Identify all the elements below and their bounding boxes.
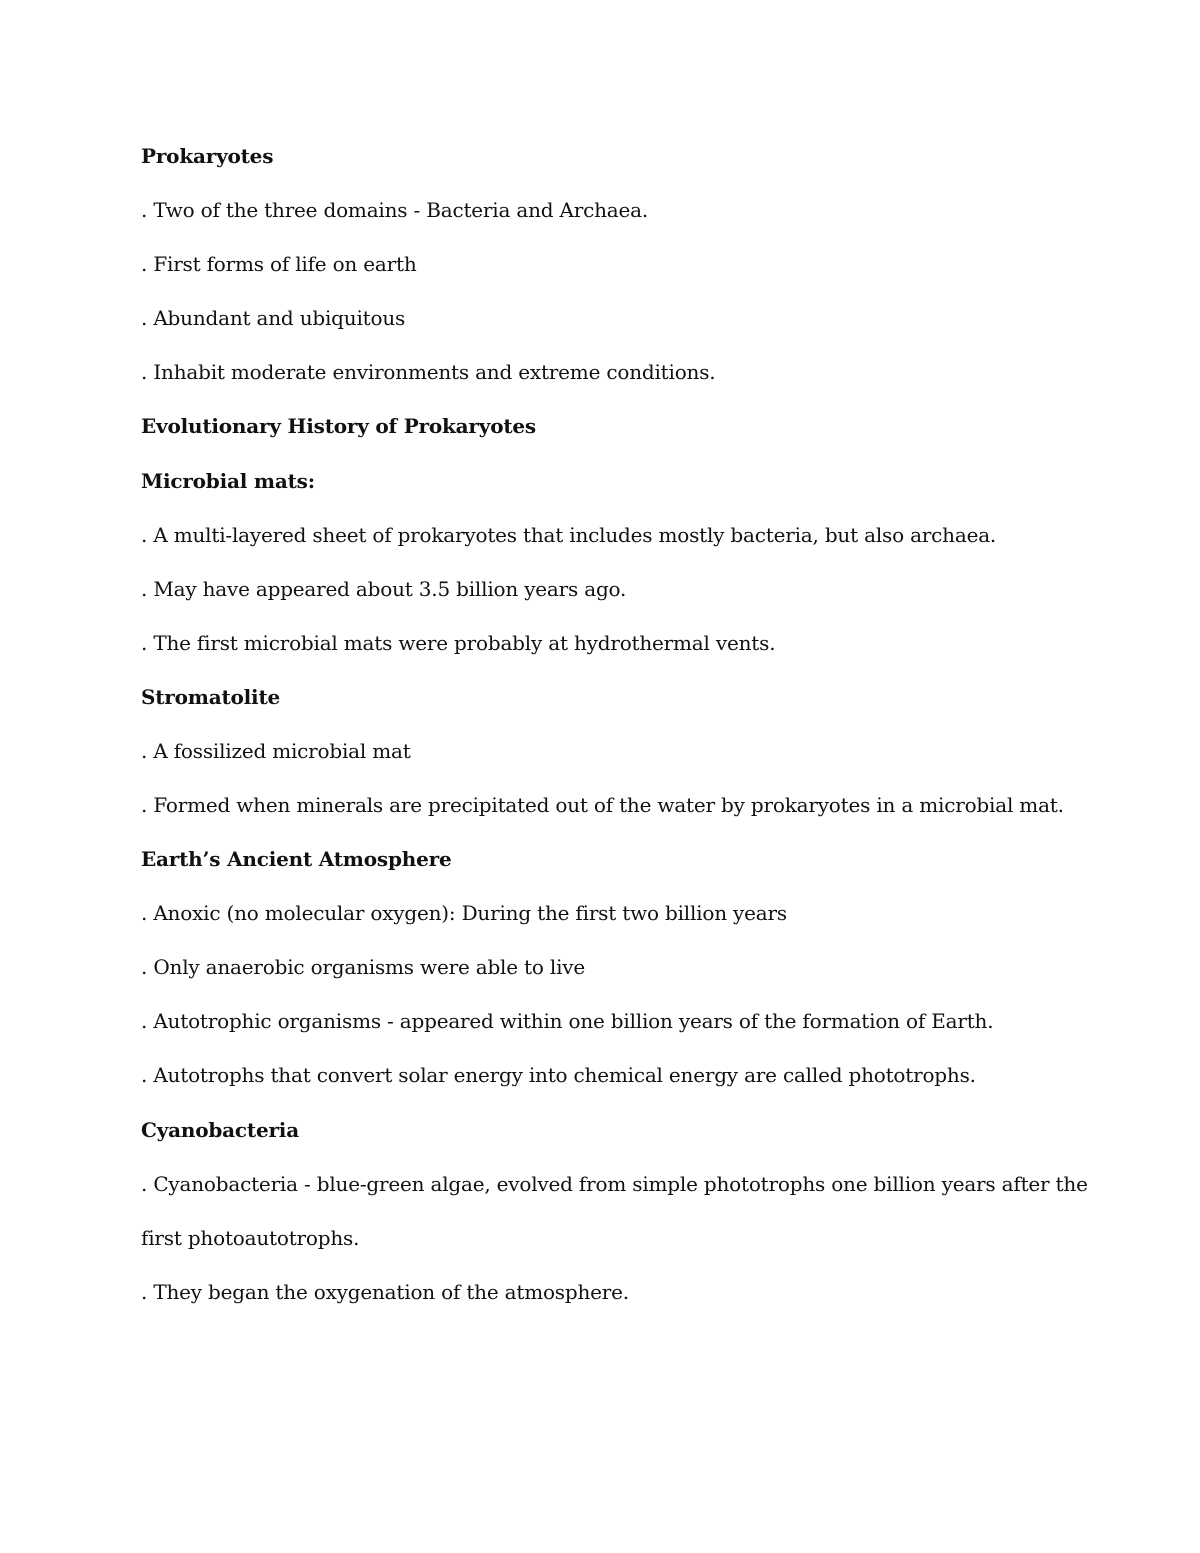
list-item: . First forms of life on earth (141, 252, 417, 276)
list-item: . Inhabit moderate environments and extreme conditions. (141, 360, 716, 384)
list-item: . Autotrophs that convert solar energy into chemical energy are called phototrophs. (141, 1063, 976, 1087)
list-item: . The first microbial mats were probably at hydrothermal vents. (141, 631, 776, 655)
heading-earths-ancient-atmosphere: Earth’s Ancient Atmosphere (141, 847, 452, 871)
list-item: . A fossilized microbial mat (141, 739, 411, 763)
list-item: . Formed when minerals are precipitated out of the water by prokaryotes in a microbial mat. (141, 793, 1064, 817)
list-item: . Anoxic (no molecular oxygen): During the first two billion years (141, 901, 787, 925)
list-item: . Only anaerobic organisms were able to live (141, 955, 586, 979)
list-item: . Abundant and ubiquitous (141, 306, 406, 330)
heading-evolutionary-history: Evolutionary History of Prokaryotes (141, 414, 536, 438)
heading-prokaryotes: Prokaryotes (141, 144, 274, 168)
list-item: . May have appeared about 3.5 billion years ago. (141, 577, 627, 601)
list-item-continuation: first photoautotrophs. (141, 1226, 360, 1250)
heading-microbial-mats: Microbial mats: (141, 469, 315, 493)
heading-stromatolite: Stromatolite (141, 685, 281, 709)
list-item: . They began the oxygenation of the atmosphere. (141, 1280, 629, 1304)
list-item: . Cyanobacteria - blue-green algae, evolved from simple phototrophs one billion years after the (141, 1172, 1088, 1196)
list-item: . Autotrophic organisms - appeared within one billion years of the formation of Earth. (141, 1009, 994, 1033)
heading-cyanobacteria: Cyanobacteria (141, 1118, 299, 1142)
list-item: . A multi-layered sheet of prokaryotes that includes mostly bacteria, but also archaea. (141, 523, 997, 547)
list-item: . Two of the three domains - Bacteria and Archaea. (141, 198, 649, 222)
